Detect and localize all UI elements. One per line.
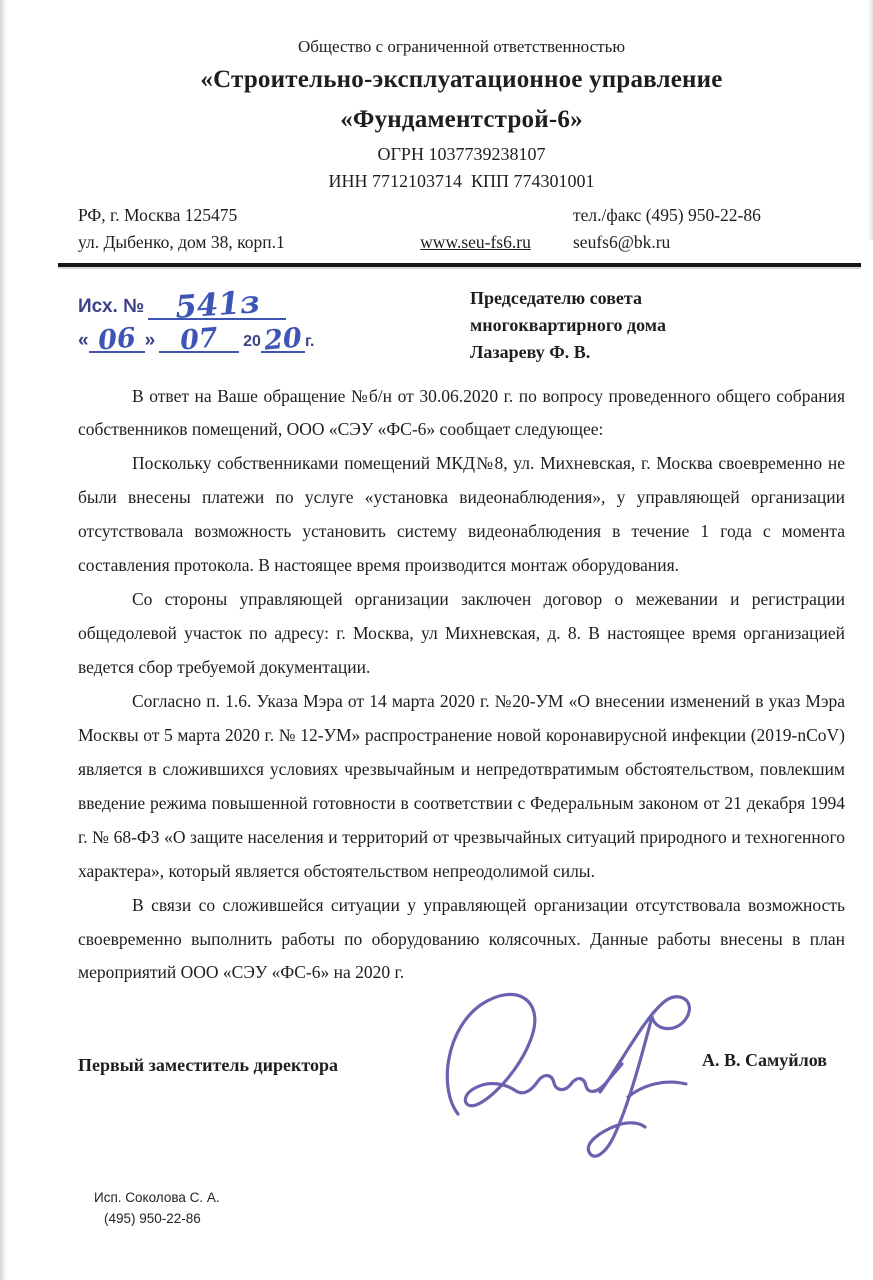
- ref-day-slot: [89, 321, 145, 357]
- phone-fax-line: тел./факс (495) 950-22-86: [573, 205, 761, 226]
- org-type-line: Общество с ограниченной ответственностью: [297, 37, 626, 56]
- ref-date-line: [78, 321, 470, 357]
- executor-name: Исп. Соколова С. А.: [94, 1190, 220, 1205]
- quote-open: «: [78, 329, 89, 351]
- address-line1: РФ, г. Москва 125475: [78, 205, 238, 226]
- email-line: seufs6@bk.ru: [573, 232, 671, 253]
- website-block: [378, 229, 573, 256]
- recipient-line3: Лазареву Ф. В.: [470, 341, 591, 362]
- ref-year-slot: [261, 321, 305, 357]
- ref-number-slot: [148, 283, 286, 326]
- year-prefix: 20: [243, 332, 261, 350]
- ref-day-handwritten: 06: [96, 321, 137, 357]
- letterhead-divider: [58, 263, 861, 267]
- quote-close: »: [144, 329, 156, 351]
- body-paragraph: Согласно п. 1.6. Указа Мэра от 14 марта 2020 г. №20-УМ «О внесении изменений в указ Мэра Москвы от 5 марта 2020 г. № 12-УМ» распространение новой коронавирусной инфекции (2019-nCoV) является в сложившихся условиях чрезвычайным и непредотвратимым обстоятельством, повлекшим введение режима повышенной готовности в соответствии с Федеральным законом от 21 декабря 1994 г. № 68-ФЗ «О защите населения и территорий от чрезвычайных ситуаций природного и техногенного характера», который является обстоятельством непреодолимой силы.: [78, 690, 845, 881]
- recipient-line1: Председателю совета: [470, 287, 642, 308]
- ref-month-slot: [159, 321, 239, 357]
- handwritten-signature: [428, 976, 728, 1166]
- ref-number-handwritten: 541з: [174, 283, 261, 326]
- recipient-block: [470, 281, 666, 366]
- phone-email-block: [573, 202, 845, 256]
- ref-month-handwritten: 07: [179, 321, 220, 357]
- org-name-line1: «Строительно-эксплуатационное управление: [200, 65, 723, 93]
- recipient-line2: многоквартирного дома: [470, 314, 666, 335]
- letterhead: [78, 34, 845, 196]
- body-paragraph: В ответ на Ваше обращение №б/н от 30.06.2020 г. по вопросу проведенного общего собрания собственников помещений, ООО «СЭУ «ФС-6» сообщает следующее:: [78, 385, 845, 440]
- body-paragraph: Со стороны управляющей организации заключен договор о межевании и регистрации общедолевой участок по адресу: г. Москва, ул Михневская, д. 8. В настоящее время организацией ведется сбор требуемой документации.: [78, 589, 845, 678]
- inn-kpp-line: ИНН 7712103714 КПП 774301001: [328, 171, 595, 192]
- contact-block: [78, 202, 845, 256]
- body-paragraph: В связи со сложившейся ситуации у управляющей организации отсутствовала возможность своевременно выполнить работы по оборудованию колясочных. Данные работы внесены в план мероприятий ООО «СЭУ «ФС-6» на 2020 г.: [78, 894, 845, 983]
- ogrn-line: ОГРН 1037739238107: [377, 143, 546, 164]
- year-suffix: г.: [304, 332, 315, 350]
- ref-and-recipient-row: [78, 281, 845, 366]
- address-block: [78, 202, 378, 256]
- address-line2: ул. Дыбенко, дом 38, корп.1: [78, 232, 285, 253]
- ref-year-handwritten: 20: [263, 321, 304, 357]
- letter-body: [78, 380, 845, 991]
- executor-footer: [94, 1188, 220, 1230]
- website-link: www.seu-fs6.ru: [420, 232, 531, 253]
- executor-phone: (495) 950-22-86: [104, 1210, 201, 1226]
- signatory-name: А. В. Самуйлов: [702, 1050, 828, 1071]
- ref-number-line: [78, 283, 470, 326]
- signature-block: [78, 1042, 845, 1088]
- outgoing-ref-block: [78, 281, 470, 366]
- signatory-position: Первый заместитель директора: [78, 1054, 338, 1075]
- org-name-line2: «Фундаментстрой-6»: [340, 106, 583, 133]
- ref-label: Исх. №: [78, 295, 145, 317]
- body-paragraph: Поскольку собственниками помещений МКД№8, ул. Михневская, г. Москва своевременно не были внесены платежи по услуге «установка видеонаблюдения», у управляющей организации отсутствовала возможность установить систему видеонаблюдения в течение 1 года с момента составления протокола. В настоящее время производится монтаж оборудования.: [78, 453, 845, 576]
